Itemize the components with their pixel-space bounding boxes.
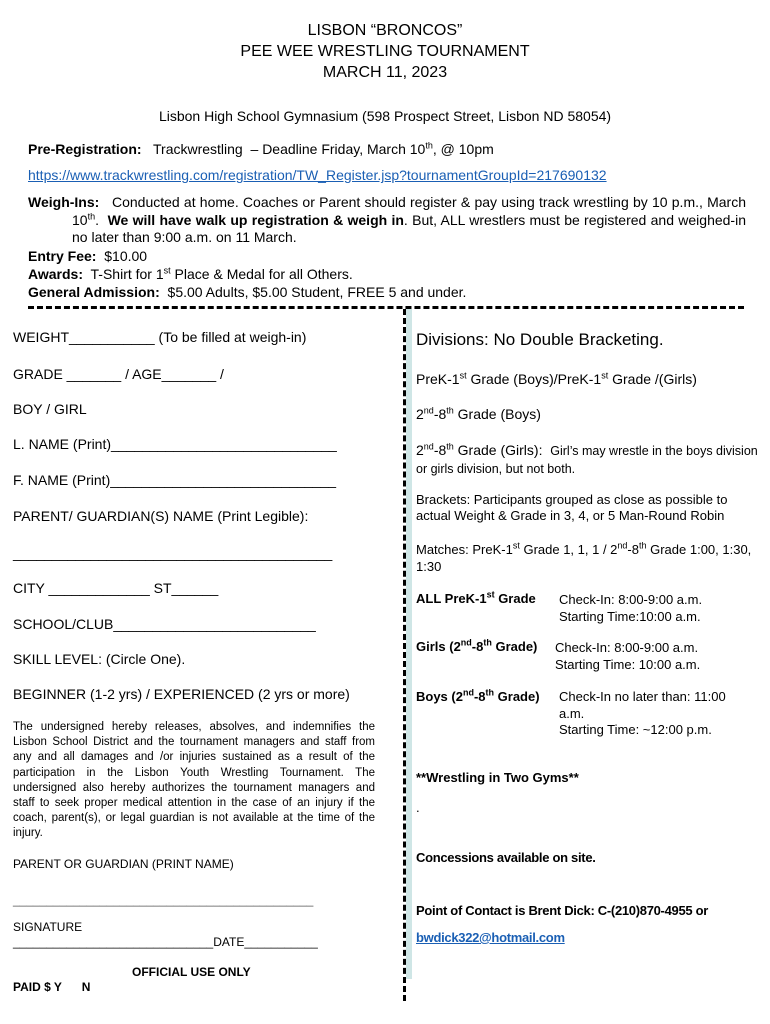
text: -8	[627, 542, 639, 557]
text: Grade)	[491, 639, 538, 654]
schedule-girls-label	[416, 639, 537, 654]
checkin-time: Check-In: 8:00-9:00 a.m.	[555, 640, 699, 655]
text: Girls (2	[416, 639, 461, 654]
brackets: Brackets: Participants grouped as close as possible to actual Weight & Grade in 3, 4, or 5 Man-Round Robin	[416, 492, 728, 523]
text: -8	[433, 406, 447, 422]
pre-registration-text-a: Trackwrestling	[153, 141, 243, 157]
guardian-print-label: PARENT OR GUARDIAN (PRINT NAME)	[13, 857, 234, 871]
first-name-field[interactable]: F. NAME (Print)_____________________________	[13, 472, 337, 488]
two-gyms-note: **Wrestling in Two Gyms**	[416, 770, 579, 785]
awards	[28, 266, 353, 282]
sup: nd	[617, 540, 628, 551]
divisions-title: Divisions: No Double Bracketing.	[416, 330, 664, 349]
division-boys	[416, 406, 541, 422]
weigh-ins-label: Weigh-Ins:	[28, 194, 100, 210]
entry-fee-label: Entry Fee:	[28, 248, 97, 264]
city-state-field[interactable]: CITY _____________ ST______	[13, 580, 219, 596]
sup: st	[486, 589, 495, 600]
awards-text-b: Place & Medal for all Others.	[170, 266, 353, 282]
sup: st	[459, 370, 467, 381]
start-time: Starting Time: 10:00 a.m.	[555, 657, 701, 672]
waiver-text: The undersigned hereby releases, absolves, and indemnifies the Lisbon School District and the tournament managers and staff from any and all damages and /or injuries sustained as a result of the participation in the Lisbon Youth Wrestling Tournament. The undersigned also hereby authorizes the tournament managers and staff to seek proper medical attention in the case of an injury if the coach, parent(s), or legal guardian is not available at the time of the injury.	[13, 721, 375, 840]
entry-fee-value: $10.00	[104, 248, 148, 264]
pre-registration-text-b: – Deadline Friday, March 10	[250, 141, 426, 157]
signature-label: SIGNATURE	[13, 920, 83, 934]
matches	[416, 541, 761, 575]
schedule-boys-times	[559, 689, 749, 739]
sup: nd	[423, 405, 434, 416]
venue: Lisbon High School Gymnasium (598 Prospect Street, Lisbon ND 58054)	[158, 108, 612, 124]
schedule-girls-times	[555, 639, 700, 673]
text: Grade (Girls):	[453, 442, 543, 458]
checkin-time: Check-In: 8:00-9:00 a.m.	[559, 592, 703, 607]
horizontal-cut-line	[28, 306, 744, 309]
sup: th	[425, 140, 433, 151]
point-of-contact: Point of Contact is Brent Dick: C-(210)870-4955 or	[416, 903, 709, 918]
last-name-field[interactable]: L. NAME (Print)_____________________________	[13, 436, 337, 452]
text: ALL PreK-1	[416, 591, 487, 606]
sup: th	[446, 441, 454, 452]
schedule-prek-label	[416, 591, 536, 606]
division-prek	[416, 371, 697, 387]
awards-text-a: T-Shirt for 1	[90, 266, 164, 282]
text: Grade (Boys)/PreK-1	[466, 371, 602, 387]
text: PreK-1	[416, 371, 460, 387]
awards-label: Awards:	[28, 266, 83, 282]
admission-value: $5.00 Adults, $5.00 Student, FREE 5 and under.	[167, 284, 467, 300]
text: Matches: PreK-1	[416, 542, 513, 557]
sup: st	[163, 265, 171, 276]
official-use-label: OFFICIAL USE ONLY	[132, 965, 251, 979]
school-club-field[interactable]: SCHOOL/CLUB__________________________	[13, 616, 316, 632]
pre-registration-label: Pre-Registration:	[28, 141, 142, 157]
text: Grade	[494, 591, 536, 606]
weigh-ins-text-b: . But, ALL wrestlers must be registered and weighed-in no later than 9:00 a.m. on 11 March.	[72, 211, 746, 245]
sup: nd	[460, 637, 472, 648]
text: -8	[473, 689, 486, 704]
text: Boys (2	[416, 689, 463, 704]
text: 2	[416, 442, 424, 458]
contact-email-link[interactable]: bwdick322@hotmail.com	[416, 930, 565, 945]
sup: th	[485, 687, 495, 698]
boy-girl-field[interactable]: BOY / GIRL	[13, 401, 87, 417]
text: Grade)	[494, 689, 540, 704]
admission-label: General Admission:	[28, 284, 160, 300]
guardian-print-line[interactable]: _____________________________________________	[13, 893, 314, 907]
registration-link[interactable]: https://www.trackwrestling.com/registration/TW_Register.jsp?tournamentGroupId=217690132	[28, 167, 607, 183]
weigh-ins: Weigh-Ins: Conducted at home. Coaches or Parent should register & pay using track wrestling by 10 p.m., March 10th. We will have walk up registration & weigh in. But, ALL wrestlers must be registered and weighed-in no later than 9:00 a.m. on 11 March.	[28, 194, 747, 245]
division-girls	[416, 442, 761, 478]
text: Grade /(Girls)	[608, 371, 697, 387]
text: Grade 1, 1, 1 / 2	[519, 542, 618, 557]
paid-field[interactable]: PAID $ Y N	[13, 980, 91, 994]
parent-guardian-label: PARENT/ GUARDIAN(S) NAME (Print Legible):	[13, 508, 309, 524]
text: Grade (Boys)	[453, 406, 541, 422]
weigh-ins-bold: We will have walk up registration & weigh in	[107, 211, 404, 228]
dot: .	[416, 800, 420, 815]
sup: th	[87, 210, 96, 221]
vertical-cut-line	[403, 309, 406, 1001]
title-line-1: LISBON “BRONCOS”	[307, 22, 463, 39]
text: Grade 1:00, 1:30, 1:30	[416, 542, 752, 574]
general-admission	[28, 284, 466, 300]
start-time: Starting Time: ~12:00 p.m.	[559, 722, 712, 737]
sup: st	[512, 540, 520, 551]
parent-guardian-line[interactable]: _________________________________________	[13, 545, 333, 561]
text: -8	[433, 442, 447, 458]
schedule-prek-times	[559, 591, 702, 625]
sup: st	[601, 370, 609, 381]
text: 2	[416, 406, 424, 422]
pre-registration-text-c: , @ 10pm	[432, 141, 494, 157]
title-line-2: PEE WEE WRESTLING TOURNAMENT	[240, 43, 530, 60]
sup: th	[638, 540, 647, 551]
text: -8	[471, 639, 484, 654]
weigh-ins-text-a: Conducted at home. Coaches or Parent should register & pay using track wrestling by 10 p.m., March 10	[72, 194, 747, 228]
sup: nd	[423, 441, 434, 452]
weight-field[interactable]: WEIGHT___________ (To be filled at weigh-in)	[13, 329, 307, 345]
concessions-note: Concessions available on site.	[416, 850, 596, 865]
grade-age-field[interactable]: GRADE _______ / AGE_______ /	[13, 366, 224, 382]
sup: nd	[462, 687, 474, 698]
schedule-boys-label	[416, 689, 540, 704]
title-line-3: MARCH 11, 2023	[322, 64, 448, 81]
entry-fee	[28, 248, 147, 264]
skill-level-options[interactable]: BEGINNER (1-2 yrs) / EXPERIENCED (2 yrs or more)	[13, 686, 350, 702]
sup: th	[446, 405, 454, 416]
start-time: Starting Time:10:00 a.m.	[559, 609, 701, 624]
cut-line-shade	[406, 309, 412, 979]
pre-registration	[28, 141, 494, 157]
signature-date-line[interactable]: ______________________________DATE___________	[13, 935, 318, 949]
division-girls-note: Girl’s may wrestle in the boys division or girls division, but not both.	[416, 444, 758, 476]
sup: th	[483, 637, 492, 648]
skill-level-label: SKILL LEVEL: (Circle One).	[13, 651, 186, 667]
checkin-time: Check-In no later than: 11:00 a.m.	[559, 689, 726, 721]
